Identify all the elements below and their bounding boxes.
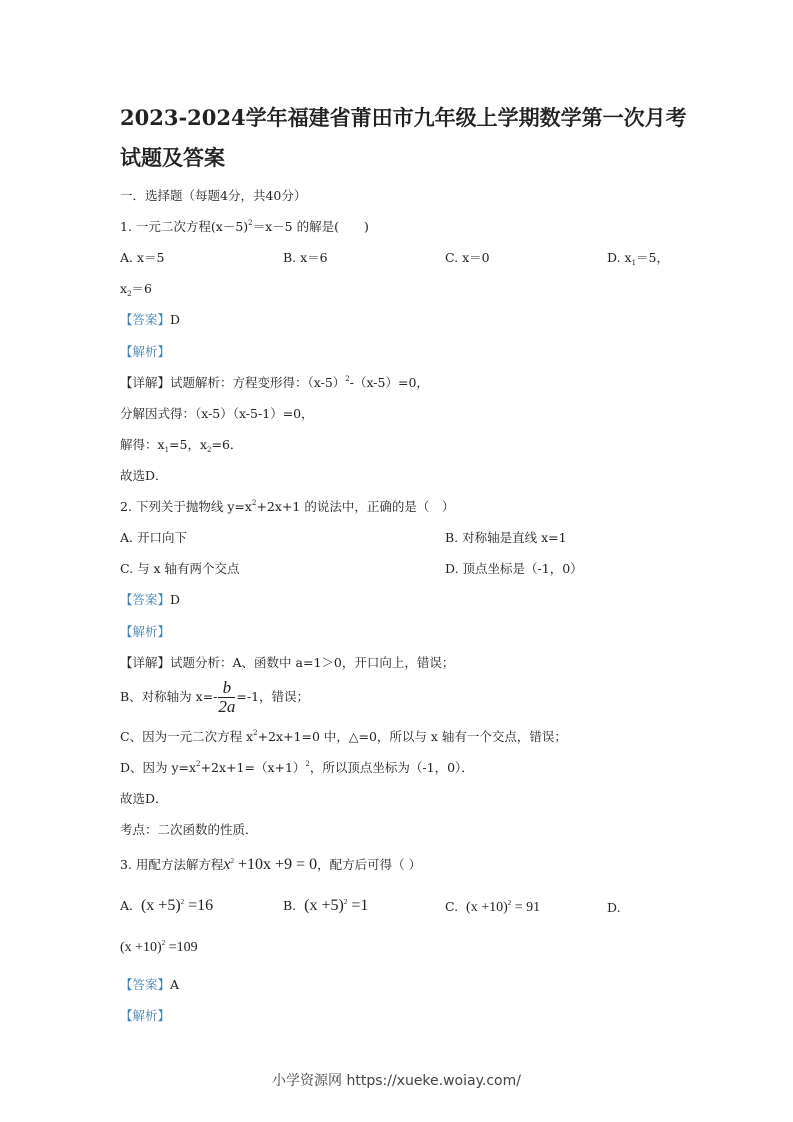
q3-option-d: $(x +10)^2 =109$ — [120, 939, 198, 955]
q3-option-b: B. $(x +5)^2 =1$ — [283, 897, 369, 914]
q3-option-c: C. $(x +10)^2 = 91$ — [445, 899, 541, 915]
q1-detail-4: 故选D． — [120, 468, 168, 483]
q3-analysis-label: 【解析】 — [120, 1008, 171, 1023]
q2-detail-5: 故选D． — [120, 791, 168, 806]
q2-option-c: C. 与 x 轴有两个交点 — [120, 561, 240, 576]
q2-detail-1: 【详解】试题分析：A、函数中 a=1＞0，开口向上，错误； — [120, 655, 455, 670]
q1-stem: 1. 一元二次方程$(x-5)^2=x-5$ 的解是( ) — [120, 219, 369, 234]
q1-analysis-label: 【解析】 — [120, 344, 171, 359]
q1-option-b: B. x＝6 — [283, 250, 328, 265]
q2-detail-3: C、因为一元二次方程 $x^2+2x+1=0$ 中，△=0，所以与 x 轴有一个交点，错误； — [120, 729, 567, 744]
q1-option-d-cont: $x_2=6$ — [120, 281, 152, 298]
q2-kaodian: 考点：二次函数的性质． — [120, 822, 258, 837]
q1-detail-3: 解得：$x_1=5$，$x_2=6$． — [120, 437, 243, 454]
document-title-cont: 试题及答案 — [120, 145, 225, 170]
document-title: 2023-2024学年福建省莆田市九年级上学期数学第一次月考 — [120, 105, 687, 130]
q3-answer: 【答案】A — [120, 977, 180, 992]
q1-detail-2: 分解因式得：（x-5）（x-5-1）=0， — [120, 406, 314, 421]
section-heading: 一．选择题（每题4分，共40分） — [120, 188, 307, 203]
q2-detail-2: B、对称轴为 x=- $\frac{b}{2a}$ =-1，错误； — [120, 678, 310, 716]
q1-option-a: A. x＝5 — [120, 250, 165, 265]
q2-analysis-label: 【解析】 — [120, 624, 171, 639]
q1-option-c: C. x＝0 — [445, 250, 490, 265]
footer-watermark: 小学资源网 https://xueke.woiay.com/ — [272, 1073, 521, 1089]
q1-answer: 【答案】D — [120, 312, 181, 327]
q1-option-d: D. $x_1=5$， — [607, 250, 669, 267]
q2-option-a: A. 开口向下 — [120, 530, 187, 545]
q2-option-b: B. 对称轴是直线 x=1 — [445, 530, 567, 545]
q2-detail-4: D、因为 $y=x^2+2x+1=(x+1)^2$，所以顶点坐标为（-1，0）． — [120, 760, 474, 775]
q3-stem: 3. 用配方法解方程$x^2 +10x +9 = 0$，配方后可得（ ） — [120, 856, 422, 873]
q1-detail-1: 【详解】试题解析：方程变形得：$(x-5)^2-(x-5)=0$， — [120, 375, 429, 390]
q2-option-d: D. 顶点坐标是（-1，0） — [445, 561, 583, 576]
q2-stem: 2. 下列关于抛物线 $y=x^2+2x+1$ 的说法中，正确的是（ ） — [120, 499, 455, 514]
q3-option-d-label: D. — [607, 900, 621, 915]
fraction: $\frac{b}{2a}$ — [218, 678, 236, 716]
q3-option-a: A. $(x +5)^2 =16$ — [120, 897, 214, 914]
q2-answer: 【答案】D — [120, 592, 181, 607]
